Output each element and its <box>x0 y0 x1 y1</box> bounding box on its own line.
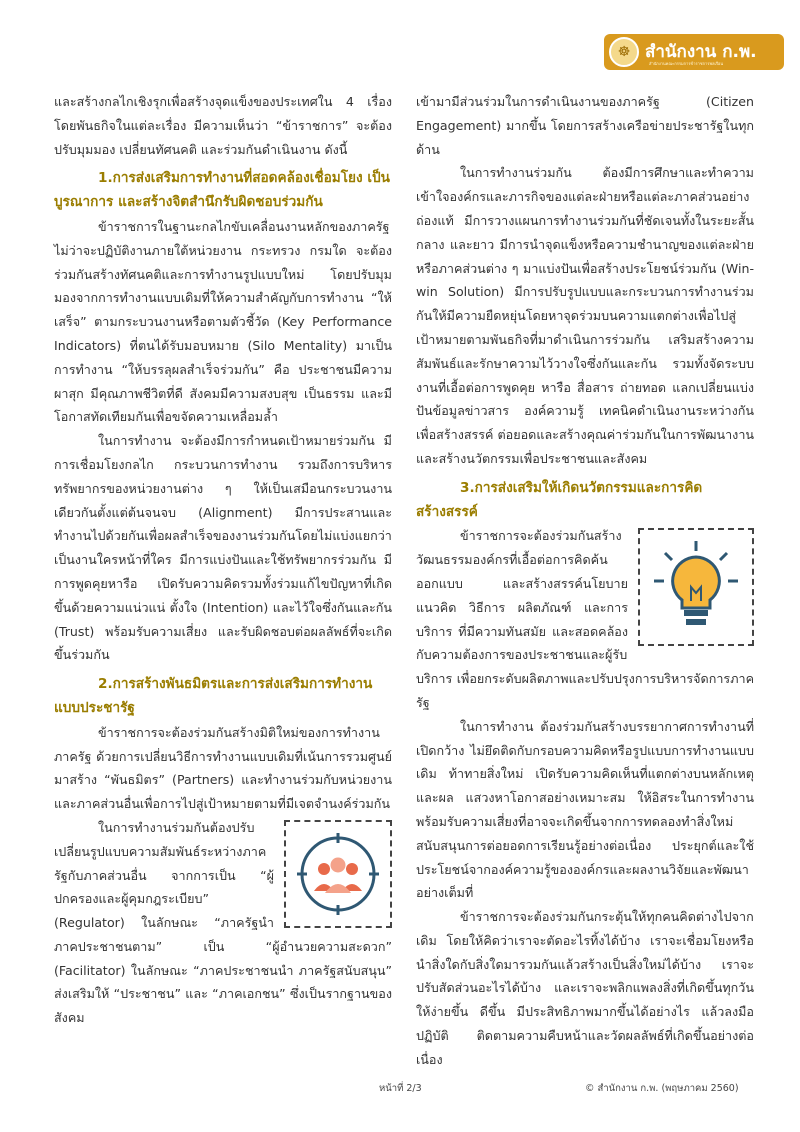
paragraph: เข้ามามีส่วนร่วมในการดำเนินงานของภาครัฐ (Citizen Engagement) มากขึ้น โดยการสร้างเครือข่ายประชารัฐในทุกด้าน <box>416 94 754 157</box>
paragraph: ข้าราชการจะต้องร่วมกันสร้างวัฒนธรรมองค์กรที่เอื้อต่อการคิดค้น ออกแบบ และสร้างสรรค์นโยบาย แนวคิด วิธีการ ผลิตภัณฑ์ และการบริการ ที่มีความทันสมัย และสอดคล้องกับความต้องการของประชาชนและผู้รับบริการ เพื่อยกระดับผลิตภาพและปรับปรุงการบริหารจัดการภาครัฐ <box>416 528 754 710</box>
paragraph: ข้าราชการจะต้องร่วมกันกระตุ้นให้ทุกคนคิดต่างไปจากเดิม โดยให้คิดว่าเราจะตัดอะไรทิ้งได้บ้าง เราจะเชื่อมโยงหรือนำสิ่งใดกับสิ่งใดมารวมกันแล้วสร้างเป็นสิ่งใหม่ได้บ้าง เราจะปรับสัดส่วนอะไรได้บ้าง และเราจะพลิกแพลงสิ่งที่เกิดขึ้นทุกวันให้ง่ายขึ้น ดีขึ้น มีประสิทธิภาพมากขึ้นได้อย่างไร แล้วลงมือปฏิบัติ ติดตามความคืบหน้าและวัดผลลัพธ์ที่เกิดขึ้นอย่างต่อเนื่อง <box>416 909 754 1067</box>
seal-icon: ☸ <box>609 37 639 67</box>
paragraph: ในการทำงานร่วมกันต้องปรับเปลี่ยนรูปแบบความสัมพันธ์ระหว่างภาครัฐกับภาคส่วนอื่น จากการเป็น “ผู้ปกครองและผู้คุมกฎระเบียบ” (Regulator) ในลักษณะ “ภาครัฐนำ ภาคประชาชนตาม” เป็น “ผู้อำนวยความสะดวก” (Facilitator) ในลักษณะ “ภาคประชาชนนำ ภาครัฐสนับสนุน” ส่งเสริมให้ “ประชาชน” และ “ภาคเอกชน” ซึ่งเป็นรากฐานของสังคม <box>54 819 392 1026</box>
section-heading-3: 3.การส่งเสริมให้เกิดนวัตกรรมและการคิดสร้างสรรค์ <box>416 479 703 520</box>
paragraph: ข้าราชการในฐานะกลไกขับเคลื่อนงานหลักของภาครัฐ ไม่ว่าจะปฏิบัติงานภายใต้หน่วยงาน กระทรวง กรมใด จะต้องร่วมกันสร้างทัศนคติและการทำงานรูปแบบใหม่ โดยปรับมุมมองจากการทำงานแบบเดิมที่ให้ความสำคัญกับการทำงาน “ให้เสร็จ” ตามกระบวนงานหรือตามตัวชี้วัด (Key Performance Indicators) ที่ตนได้รับมอบหมาย (Silo Mentality) มาเป็น การทำงาน “ให้บรรลุผลสำเร็จร่วมกัน” คือ ประชาชนมีความผาสุก มีคุณภาพชีวิตที่ดี สังคมมีความสงบสุข เป็นธรรม และมีโอกาสทัดเทียมกันเพื่อขจัดความเหลื่อมล้ำ <box>54 218 392 425</box>
left-column <box>54 90 392 1030</box>
paragraph: ในการทำงานร่วมกัน ต้องมีการศึกษาและทำความเข้าใจองค์กรและภารกิจของแต่ละฝ่ายหรือแต่ละภาคส่วนอย่างถ่องแท้ มีการวางแผนการทำงานร่วมกันที่ชัดเจนทั้งในระยะสั้น กลาง และยาว มีการนำจุดแข็งหรือความชำนาญของแต่ละฝ่ายหรือภาคส่วนต่าง ๆ มาแบ่งปันเพื่อสร้างประโยชน์ร่วมกัน (Win-win Solution) มีการปรับรูปแบบและกระบวนการทำงานร่วมกันให้มีความยืดหยุ่นโดยหาจุดร่วมบนความแตกต่างเพื่อไปสู่เป้าหมายตามพันธกิจที่มาดำเนินการร่วมกัน เสริมสร้างความสัมพันธ์และรักษาความไว้วางใจซึ่งกันและกัน รวมทั้งจัดระบบงานที่เอื้อต่อการพูดคุย หารือ สื่อสาร ถ่ายทอด แลกเปลี่ยนแบ่งปันข้อมูลข่าวสาร องค์ความรู้ เทคนิคดำเนินงานระหว่างกัน เพื่อสร้างสรรค์ ต่อยอดและสร้างคุณค่าร่วมกันในการพัฒนางานและสร้างนวัตกรรมเพื่อประชาชนและสังคม <box>416 165 755 466</box>
section-heading-1: 1.การส่งเสริมการทำงานที่สอดคล้องเชื่อมโยง เป็นบูรณาการ และสร้างจิตสำนึกรับผิดชอบร่วมกัน <box>54 170 390 211</box>
paragraph: ในการทำงาน จะต้องมีการกำหนดเป้าหมายร่วมกัน มีการเชื่อมโยงกลไก กระบวนการทำงาน รวมถึงการบริหารทรัพยากรของหน่วยงานต่าง ๆ ให้เป็นเสมือนกระบวนงานเดียวกันตั้งแต่ต้นจนจบ (Alignment) มีการประสานและทำงานไปด้วยกันเพื่อผลสำเร็จของงานร่วมกันโดยไม่แบ่งแยกว่าเป็นงานใครหน้าที่ใคร มีการแบ่งปันและใช้ทรัพยากรร่วมกัน มีการพูดคุยหารือ เปิดรับความคิดรวมทั้งร่วมแก้ไขปัญหาที่เกิดขึ้นด้วยความแน่วแน่ ตั้งใจ (Intention) และไว้ใจซึ่งกันและกัน (Trust) พร้อมรับความเสี่ยง และรับผิดชอบต่อผลลัพธ์ที่จะเกิดขึ้นร่วมกัน <box>54 433 392 663</box>
section-heading-2: 2.การสร้างพันธมิตรและการส่งเสริมการทำงานแบบประชารัฐ <box>54 676 373 716</box>
people-target-icon <box>284 820 392 928</box>
logo-subtitle: สำนักงานคณะกรรมการข้าราชการพลเรือน <box>649 61 724 66</box>
paragraph: ข้าราชการจะต้องร่วมกันสร้างมิติใหม่ของการทำงานภาครัฐ ด้วยการเปลี่ยนวิธีการทำงานแบบเดิมที่เน้นการรวมศูนย์ มาสร้าง “พันธมิตร” (Partners) และทำงานร่วมกับหน่วยงานและภาคส่วนอื่นเพื่อการไปสู่เป้าหมายตามที่มีเจตจำนงค์ร่วมกัน <box>54 724 392 812</box>
paragraph: ในการทำงาน ต้องร่วมกันสร้างบรรยากาศการทำงานที่เปิดกว้าง ไม่ยึดติดกับกรอบความคิดหรือรูปแบบการทำงานแบบเดิม ท้าทายสิ่งใหม่ เปิดรับความคิดเห็นที่แตกต่างบนหลักเหตุและผล แสวงหาโอกาสอย่างเหมาะสม ให้อิสระในการทำงาน พร้อมรับความเสี่ยงที่อาจจะเกิดขึ้นจากการทดลองทำสิ่งใหม่ สนับสนุนการต่อยอดการเรียนรู้อย่างต่อเนื่อง ประยุกต์และใช้ประโยชน์จากองค์ความรู้ขององค์กรและผลงานวิจัยและพัฒนาอย่างเต็มที่ <box>416 718 754 901</box>
right-column <box>416 90 754 1072</box>
logo-title: สำนักงาน ก.พ. <box>645 41 757 62</box>
page-number: หน้าที่ 2/3 <box>379 1083 422 1094</box>
paragraph: และสร้างกลไกเชิงรุกเพื่อสร้างจุดแข็งของประเทศใน 4 เรื่อง โดยพันธกิจในแต่ละเรื่อง มีความเห็นว่า “ข้าราชการ” จะต้องปรับมุมมอง เปลี่ยนทัศนคติ และร่วมกันดำเนินงาน ดังนี้ <box>54 94 392 157</box>
copyright: © สำนักงาน ก.พ. (พฤษภาคม 2560) <box>585 1083 739 1094</box>
lightbulb-icon <box>638 528 754 646</box>
office-logo <box>604 34 784 70</box>
